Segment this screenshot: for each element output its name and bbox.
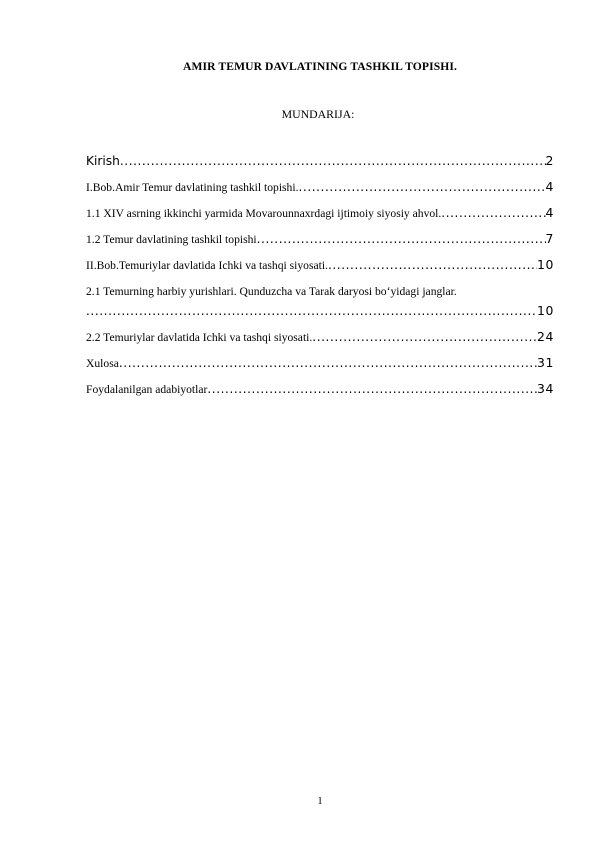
toc-leader-dots [119,356,537,374]
toc-entry-label: Xulosa [86,357,119,370]
toc-entry-section-1-2[interactable] [86,224,554,250]
toc-leader-dots [86,304,537,322]
toc-entry-page: 10 [537,257,554,272]
toc-entry-page: 34 [537,381,554,396]
toc-entry-page: 31 [537,355,554,370]
toc-leader-dots [312,330,537,348]
toc-leader-dots [207,382,537,400]
toc-entry-label: I.Bob.Amir Temur davlatining tashkil topishi. [86,181,299,194]
table-of-contents [86,152,554,400]
toc-leader-dots [257,232,546,250]
toc-entry-page: 24 [537,329,554,344]
toc-entry-page: 2 [545,153,554,168]
toc-entry-label: II.Bob.Temuriylar davlatida Ichki va tashqi siyosati. [86,259,328,272]
page-number: 1 [317,796,323,807]
toc-heading: MUNDARIJA: [281,107,355,121]
toc-entry-page: 7 [545,231,554,246]
toc-leader-dots [298,180,545,198]
toc-entry-section-1-1[interactable] [86,198,554,224]
toc-entry-chapter-2[interactable] [86,250,554,276]
toc-entry-label: Foydalanilgan adabiyotlar [86,383,208,396]
toc-entry-page: 4 [545,179,554,194]
toc-entry-references[interactable] [86,374,554,400]
toc-entry-section-2-1[interactable] [86,276,554,322]
document-title: AMIR TEMUR DAVLATINING TASHKIL TOPISHI. [183,60,457,73]
toc-entry-label: 2.1 Temurning harbiy yurishlari. Qunduzcha va Tarak daryosi bo‘yidagi janglar. [86,285,457,298]
toc-entry-label: Kirish [86,154,120,168]
toc-entry-label: 2.2 Temuriylar davlatida Ichki va tashqi siyosati. [86,331,313,344]
toc-leader-dots [328,258,537,276]
toc-entry-page: 4 [545,205,554,220]
toc-entry-label: 1.2 Temur davlatining tashkil topishi [86,233,257,246]
toc-entry-chapter-1[interactable] [86,172,554,198]
toc-entry-kirish[interactable] [86,152,554,172]
toc-entry-page: 10 [537,303,554,318]
toc-leader-dots [441,206,545,224]
toc-entry-continuation [86,298,554,322]
toc-entry-label: 1.1 XIV asrning ikkinchi yarmida Movarounnaxrdagi ijtimoiy siyosiy ahvol. [86,207,442,220]
toc-entry-xulosa[interactable] [86,348,554,374]
toc-entry-section-2-2[interactable] [86,322,554,348]
toc-leader-dots [120,154,546,172]
